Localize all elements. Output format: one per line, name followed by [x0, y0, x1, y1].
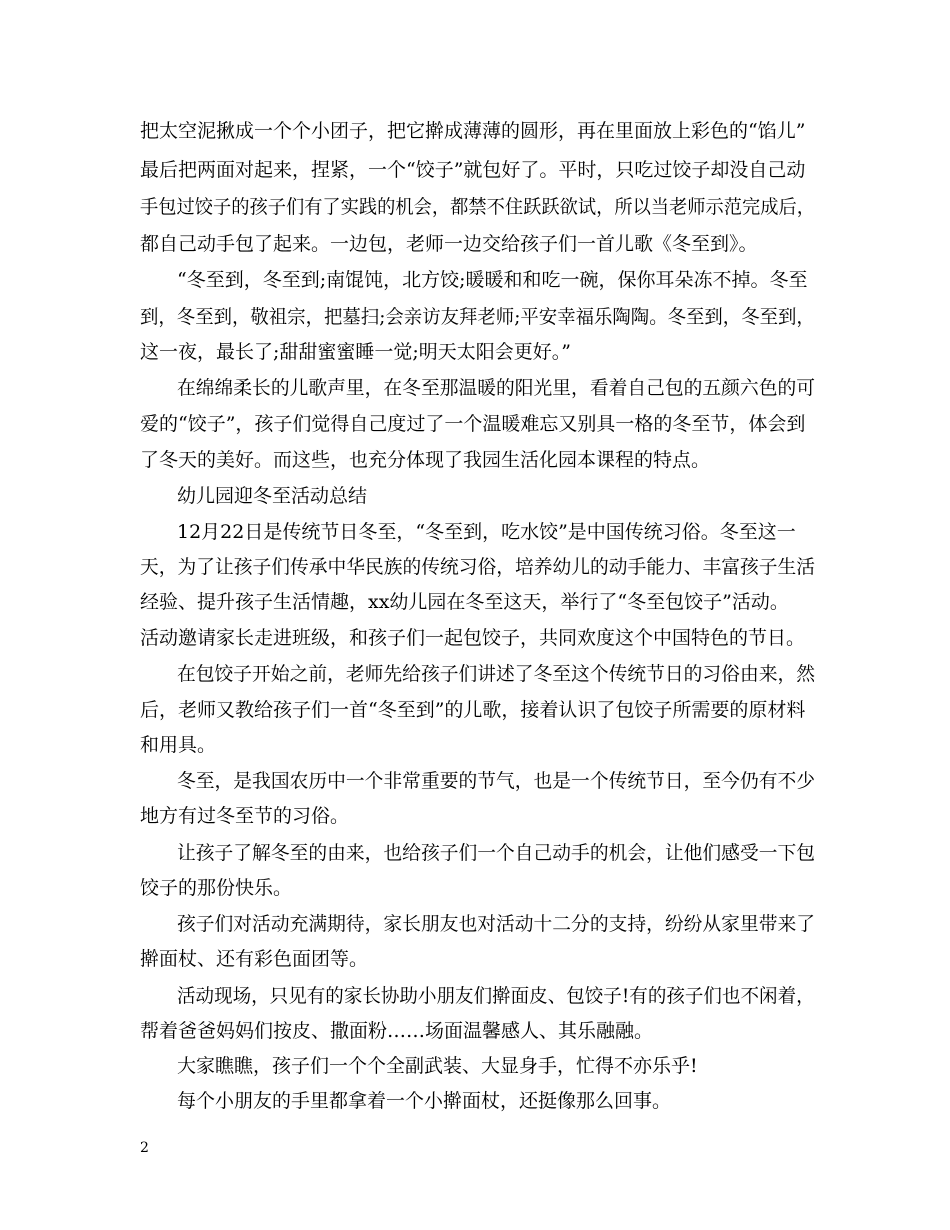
text-line: 擀面杖、还有彩色面团等。	[140, 948, 369, 970]
text-line: 活动现场，只见有的家长协助小朋友们擀面皮、包饺子!有的孩子们也不闲着，	[177, 985, 815, 1007]
text-line: 手包过饺子的孩子们有了实践的机会，都禁不住跃跃欲试，所以当老师示范完成后，	[140, 196, 816, 218]
text-line: “冬至到，冬至到;南馄饨，北方饺;暖暖和和吃一碗，保你耳朵冻不掉。冬至	[177, 269, 808, 291]
text-line: 这一夜，最长了;甜甜蜜蜜睡一觉;明天太阳会更好。”	[140, 341, 572, 363]
text-line: 饺子的那份快乐。	[140, 877, 293, 899]
section-heading: 幼儿园迎冬至活动总结	[177, 485, 368, 507]
text-line: 都自己动手包了起来。一边包，老师一边交给孩子们一首儿歌《冬至到》。	[140, 233, 758, 255]
text-line: 在绵绵柔长的儿歌声里，在冬至那温暖的阳光里，看着自己包的五颜六色的可	[177, 377, 816, 399]
text-line: 让孩子了解冬至的由来，也给孩子们一个自己动手的机会，让他们感受一下包	[177, 842, 816, 864]
text-line: 最后把两面对起来，捏紧，一个“饺子”就包好了。平时，只吃过饺子却没自己动	[140, 159, 806, 181]
text-line: 孩子们对活动充满期待，家长朋友也对活动十二分的支持，纷纷从家里带来了	[177, 913, 816, 935]
text-line: 活动邀请家长走进班级，和孩子们一起包饺子，共同欢度这个中国特色的节日。	[140, 627, 806, 649]
text-line: 帮着爸爸妈妈们按皮、撒面粉……场面温馨感人、其乐融融。	[140, 1020, 654, 1042]
text-line: 和用具。	[140, 734, 217, 756]
text-line: 天，为了让孩子们传承中华民族的传统习俗，培养幼儿的动手能力、丰富孩子生活	[140, 556, 816, 578]
text-line: 到，冬至到，敬祖宗，把墓扫;会亲访友拜老师;平安幸福乐陶陶。冬至到，冬至到，	[140, 306, 815, 328]
text-line: 了冬天的美好。而这些，也充分体现了我园生活化园本课程的特点。	[140, 449, 711, 471]
text-line: 后，老师又教给孩子们一首“冬至到”的儿歌，接着认识了包饺子所需要的原材料	[140, 699, 806, 721]
page-number: 2	[140, 1140, 149, 1156]
text-line: 每个小朋友的手里都拿着一个小擀面杖，还挺像那么回事。	[177, 1090, 672, 1112]
text-line: 把太空泥揪成一个个小团子，把它擀成薄薄的圆形，再在里面放上彩色的“馅儿”	[140, 120, 806, 142]
text-line: 冬至，是我国农历中一个非常重要的节气，也是一个传统节日，至今仍有不少	[177, 770, 816, 792]
text-line: 在包饺子开始之前，老师先给孩子们讲述了冬至这个传统节日的习俗由来，然	[177, 663, 816, 685]
text-line: 爱的“饺子”，孩子们觉得自己度过了一个温暖难忘又别具一格的冬至节，体会到	[140, 413, 806, 435]
text-line: 12月22日是传统节日冬至，“冬至到，吃水饺”是中国传统习俗。冬至这一	[177, 521, 796, 543]
text-line: 经验、提升孩子生活情趣，xx幼儿园在冬至这天，举行了“冬至包饺子”活动。	[140, 591, 789, 613]
text-line: 大家瞧瞧，孩子们一个个全副武装、大显身手，忙得不亦乐乎!	[177, 1055, 698, 1077]
text-line: 地方有过冬至节的习俗。	[140, 805, 350, 827]
